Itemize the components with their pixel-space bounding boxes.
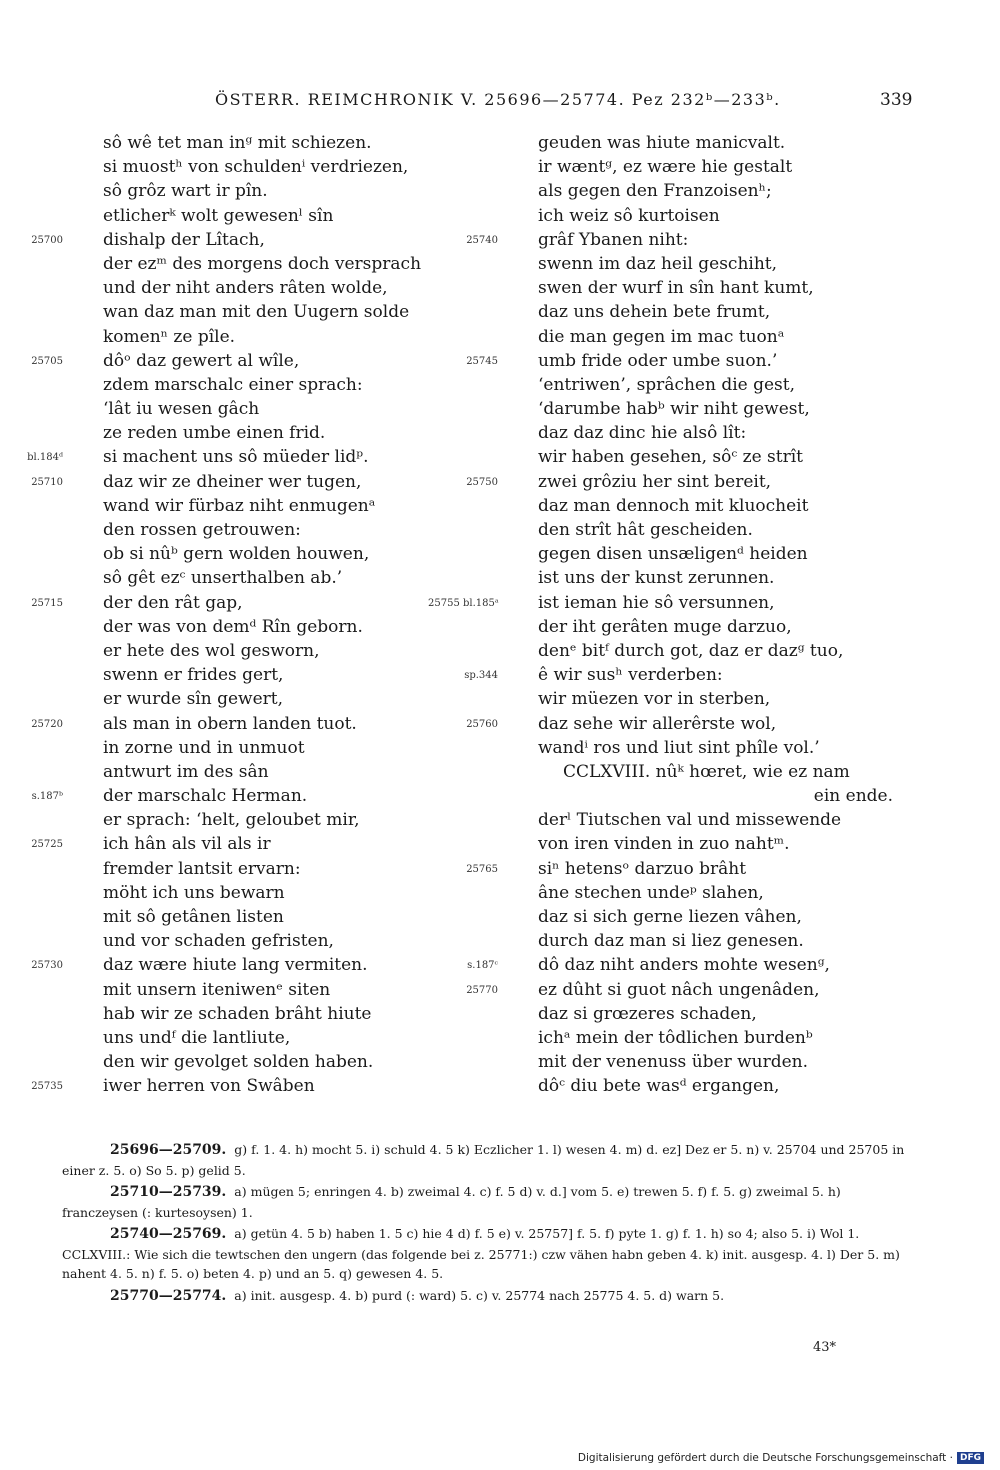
verse-text: komenⁿ ze pîle.	[103, 326, 236, 347]
verse-line	[103, 325, 421, 349]
verse-text: daz wir ze dheiner wer tugen,	[103, 471, 362, 492]
verse-line	[466, 857, 893, 881]
verse-line	[103, 276, 421, 300]
verse-text: zwei grôziu her sint bereit,	[538, 471, 772, 492]
verse-line	[538, 445, 893, 469]
verse-line	[538, 1074, 893, 1098]
verse-text: ez dûht si guot nâch ungenâden,	[538, 979, 820, 1000]
verse-line	[31, 712, 421, 736]
verse-text: den rossen getrouwen:	[103, 520, 301, 540]
verse-text: iwer herren von Swâben	[103, 1076, 315, 1097]
verse-text: wand wir fürbaz niht enmugenᵃ	[103, 495, 376, 516]
verse-text: mit der venenuss über wurden.	[538, 1052, 809, 1073]
verse-text: der ezᵐ des morgens doch versprach	[103, 253, 422, 274]
line-number: 25745	[466, 355, 498, 367]
verse-line	[103, 760, 421, 784]
verse-text: wir müezen vor in sterben,	[538, 689, 771, 710]
verse-text: mit unsern iteniwenᵉ siten	[103, 979, 331, 1000]
footnote-text: a) init. ausgesp. 4. b) purd (: ward) 5. c) v. 25774 nach 25775 4. 5. d) warn 5.	[234, 1287, 725, 1303]
verse-line	[538, 373, 893, 397]
left-verse-column	[27, 131, 422, 1099]
line-number: 25770	[466, 984, 498, 996]
verse-text: zdem marschalc einer sprach:	[103, 374, 363, 395]
verse-line	[538, 421, 893, 445]
verse-line	[538, 276, 893, 300]
verse-text: si machent uns sô müeder lidᵖ.	[103, 447, 369, 468]
footnote-range: 25696—25709.	[110, 1142, 227, 1158]
verse-line	[538, 832, 893, 856]
verse-line	[103, 518, 421, 542]
line-number: sp.344	[464, 670, 498, 682]
verse-text: dishalp der Lîtach,	[103, 229, 265, 250]
verse-line	[538, 687, 893, 711]
line-number: 25740	[466, 234, 498, 246]
funding-text: Digitalisierung gefördert durch die Deutsche Forschungsgemeinschaft ·	[577, 1452, 953, 1464]
verse-text: dôᵒ daz gewert al wîle,	[103, 350, 300, 371]
verse-text: swen der wurf in sîn hant kumt,	[538, 278, 814, 299]
line-number: 25755 bl.185ᵃ	[428, 597, 499, 609]
verse-text: derˡ Tiutschen val und missewende	[538, 810, 842, 831]
verse-line	[103, 905, 421, 929]
verse-text: daz man dennoch mit kluocheit	[538, 495, 809, 516]
verse-line	[103, 373, 421, 397]
verse-text: er hete des wol gesworn,	[103, 640, 320, 661]
verse-text: ze reden umbe einen frid.	[103, 423, 326, 444]
verse-text: uns undᶠ die lantliute,	[103, 1027, 291, 1048]
verse-line	[538, 300, 893, 324]
verse-line	[103, 421, 421, 445]
verse-text: ein ende.	[813, 786, 893, 807]
verse-text: dôᶜ diu bete wasᵈ ergangen,	[538, 1076, 780, 1097]
line-number: bl.184ᵈ	[27, 452, 63, 464]
page-number: 339	[880, 90, 913, 110]
verse-text: sô wê tet man inᵍ mit schiezen.	[103, 133, 372, 153]
verse-text: durch daz man si liez genesen.	[538, 931, 804, 952]
verse-line	[103, 978, 421, 1002]
verse-line	[538, 397, 893, 421]
verse-line	[31, 228, 421, 252]
line-number: 25730	[31, 960, 63, 972]
verse-line	[538, 131, 893, 155]
verse-text: den wir gevolget solden haben.	[103, 1052, 374, 1073]
verse-line	[103, 155, 421, 179]
line-number: 25705	[31, 355, 63, 367]
dfg-logo: DFG	[957, 1452, 984, 1464]
verse-line	[103, 131, 421, 155]
funding-footer	[578, 1452, 984, 1464]
verse-text: siⁿ hetensᵒ darzuo brâht	[538, 858, 747, 879]
footnote-block	[62, 1286, 912, 1307]
verse-line	[538, 566, 893, 590]
line-number: 25710	[31, 476, 63, 488]
verse-text: wir haben gesehen, sôᶜ ze strît	[538, 447, 804, 468]
verse-text: ichᵃ mein der tôdlichen burdenᵇ	[538, 1027, 813, 1048]
verse-line	[538, 179, 893, 203]
verse-text: dô daz niht anders mohte wesenᵍ,	[538, 955, 830, 976]
footnote-text: a) mügen 5; enringen 4. b) zweimal 4. c) f. 5 d) v. d.] vom 5. e) trewen 5. f) f. 5. g) zweimal 5. h) franczeysen (: kurtesoysen) 1.	[62, 1184, 841, 1220]
page-header	[0, 90, 1000, 114]
footnote-range: 25770—25774.	[110, 1287, 227, 1304]
verse-line	[31, 953, 421, 977]
verse-text: von iren vinden in zuo nahtᵐ.	[538, 834, 790, 855]
verse-text: ‘entriwen’, sprâchen die gest,	[538, 374, 796, 395]
footnotes	[62, 1140, 912, 1308]
verse-text: der was von demᵈ Rîn geborn.	[103, 616, 363, 637]
line-number: 25725	[31, 839, 63, 851]
verse-line	[538, 736, 893, 760]
verse-line	[428, 591, 893, 615]
verse-text: swenn im daz heil geschiht,	[538, 253, 778, 274]
verse-line	[31, 1074, 421, 1098]
verse-line	[538, 518, 893, 542]
verse-line	[538, 808, 893, 832]
verse-line	[103, 179, 421, 203]
line-number: 25715	[31, 597, 63, 609]
verse-line	[538, 155, 893, 179]
verse-line	[103, 663, 421, 687]
verse-line	[31, 784, 421, 808]
verse-text: sô gêt ezᶜ unserthalben ab.’	[103, 568, 343, 589]
verse-line	[103, 881, 421, 905]
verse-text: âne stechen undeᵖ slahen,	[538, 882, 764, 903]
line-number: 25765	[466, 863, 498, 875]
verse-line	[103, 615, 421, 639]
verse-line	[464, 663, 893, 687]
verse-line	[538, 1002, 893, 1026]
verse-text: daz daz dinc hie alsô lît:	[538, 423, 747, 444]
verse-text: antwurt im des sân	[103, 761, 269, 782]
signature-mark: 43*	[813, 1340, 837, 1355]
verse-line	[538, 1050, 893, 1074]
verse-text: ‘darumbe habᵇ wir niht gewest,	[538, 399, 810, 420]
verse-line	[538, 494, 893, 518]
verse-text: fremder lantsit ervarn:	[103, 858, 301, 879]
verse-text: als man in obern landen tuot.	[103, 713, 357, 734]
verse-text: der iht gerâten muge darzuo,	[538, 616, 792, 637]
verse-text: er wurde sîn gewert,	[103, 689, 283, 710]
verse-text: ê wir susʰ verderben:	[538, 665, 723, 686]
verse-line	[103, 736, 421, 760]
verse-text: und der niht anders râten wolde,	[103, 278, 388, 299]
verse-text: daz uns dehein bete frumt,	[538, 302, 771, 323]
verse-text: ob si nûᵇ gern wolden houwen,	[103, 544, 370, 565]
verse-line	[103, 494, 421, 518]
right-verse-column	[428, 131, 893, 1099]
verse-text: geuden was hiute manicvalt.	[538, 133, 786, 153]
verse-text: ir wæntᵍ, ez wære hie gestalt	[538, 157, 793, 178]
verse-text: er sprach: ‘helt, geloubet mir,	[103, 810, 360, 831]
verse-text: daz sehe wir allerêrste wol,	[538, 713, 777, 734]
verse-text: umb fride oder umbe suon.’	[538, 350, 778, 371]
footnote-block	[62, 1140, 912, 1180]
verse-line	[466, 712, 893, 736]
verse-text: daz wære hiute lang vermiten.	[103, 955, 368, 976]
verse-line	[31, 349, 421, 373]
verse-line	[103, 808, 421, 832]
chapter-heading	[538, 760, 893, 784]
verse-line	[538, 252, 893, 276]
verse-text: der den rât gap,	[103, 592, 243, 613]
verse-line	[103, 1002, 421, 1026]
verse-text: swenn er frides gert,	[103, 665, 284, 686]
verse-text: die man gegen im mac tuonᵃ	[538, 326, 785, 347]
verse-line	[538, 615, 893, 639]
verse-text: möht ich uns bewarn	[103, 882, 285, 903]
verse-text: si muostʰ von schuldenⁱ verdriezen,	[103, 157, 409, 178]
verse-text: daz si grœzeres schaden,	[538, 1003, 757, 1024]
verse-line	[538, 639, 893, 663]
verse-line	[466, 978, 893, 1002]
verse-text: ich weiz sô kurtoisen	[538, 205, 720, 226]
verse-text: der marschalc Herman.	[103, 786, 308, 807]
line-number: 25735	[31, 1081, 63, 1093]
verse-line	[103, 204, 421, 228]
verse-text: und vor schaden gefristen,	[103, 931, 334, 952]
footnote-range: 25710—25739.	[110, 1184, 227, 1200]
verse-line	[103, 929, 421, 953]
verse-text: mit sô getânen listen	[103, 907, 284, 927]
footnote-block	[62, 1224, 912, 1284]
verse-line	[103, 252, 421, 276]
verse-line	[538, 784, 893, 808]
footnote-text: g) f. 1. 4. h) mocht 5. i) schuld 4. 5 k) Eczlicher 1. l) wesen 4. m) d. ez] Dez er 5. n) v. 25704 und 25705 in einer z. 5. o) So 5. p) gelid 5.	[62, 1142, 905, 1178]
verse-text: ist ieman hie sô versunnen,	[538, 592, 775, 613]
verse-line	[103, 300, 421, 324]
verse-text: den strît hât gescheiden.	[538, 520, 753, 540]
verse-line	[31, 832, 421, 856]
verse-line	[103, 1026, 421, 1050]
verse-line	[103, 857, 421, 881]
verse-line	[27, 445, 421, 469]
footnote-text: a) getün 4. 5 b) haben 1. 5 c) hie 4 d) f. 5 e) v. 25757] f. 5. f) pyte 1. g) f. 1. h) so 4; also 5. i) Wol 1. CCLXVIII.: Wie sich die tewtschen den ungern (das folgende bei z. 25771:) czw vähen habn geben 4. k) init. ausgesp. 4. l) Der 5. m) nahent 4. 5. n) f. 5. o) beten 4. p) und an 5. q) gewesen 4. 5.	[62, 1226, 900, 1281]
verse-line	[103, 1050, 421, 1074]
verse-text: als gegen den Franzoisenʰ;	[538, 181, 772, 202]
verse-line	[103, 397, 421, 421]
verse-line	[538, 1026, 893, 1050]
verse-text: etlicherᵏ wolt gewesenˡ sîn	[103, 205, 334, 226]
verse-line	[466, 228, 893, 252]
verse-text: ist uns der kunst zerunnen.	[538, 568, 775, 589]
footnote-range: 25740—25769.	[110, 1226, 227, 1242]
verse-line	[538, 542, 893, 566]
verse-line	[31, 591, 421, 615]
verse-line	[467, 953, 893, 977]
line-number: s.187ᶜ	[467, 960, 498, 972]
verse-line	[103, 566, 421, 590]
line-number: 25750	[466, 476, 498, 488]
line-number: 25700	[31, 234, 63, 246]
verse-line	[466, 470, 893, 494]
verse-text: ich hân als vil als ir	[103, 834, 271, 855]
running-title: ÖSTERR. REIMCHRONIK V. 25696—25774. Pez 232ᵇ—233ᵇ.	[215, 90, 781, 109]
verse-line	[466, 349, 893, 373]
verse-line	[103, 542, 421, 566]
line-number: 25720	[31, 718, 63, 730]
verse-line	[538, 204, 893, 228]
verse-text: ‘lât iu wesen gâch	[103, 399, 260, 420]
verse-line	[538, 929, 893, 953]
verse-text: denᵉ bitᶠ durch got, daz er dazᵍ tuo,	[538, 640, 844, 661]
verse-text: hab wir ze schaden brâht hiute	[103, 1003, 372, 1024]
verse-text: daz si sich gerne liezen vâhen,	[538, 907, 802, 927]
verse-line	[31, 470, 421, 494]
footnote-block	[62, 1182, 912, 1222]
verse-line	[538, 905, 893, 929]
verse-line	[538, 325, 893, 349]
verse-text: CCLXVIII. nûᵏ hœret, wie ez nam	[563, 761, 850, 782]
verse-text: wandⁱ ros und liut sint phîle vol.’	[538, 737, 820, 758]
verse-text: grâf Ybanen niht:	[538, 229, 689, 250]
verse-line	[103, 687, 421, 711]
verse-line	[103, 639, 421, 663]
verse-line	[538, 881, 893, 905]
verse-text: sô grôz wart ir pîn.	[103, 181, 268, 202]
verse-text: wan daz man mit den Uugern solde	[103, 302, 410, 323]
line-number: s.187ᵇ	[31, 791, 63, 803]
line-number: 25760	[466, 718, 498, 730]
verse-text: in zorne und in unmuot	[103, 737, 305, 758]
verse-text: gegen disen unsæligenᵈ heiden	[538, 544, 808, 565]
